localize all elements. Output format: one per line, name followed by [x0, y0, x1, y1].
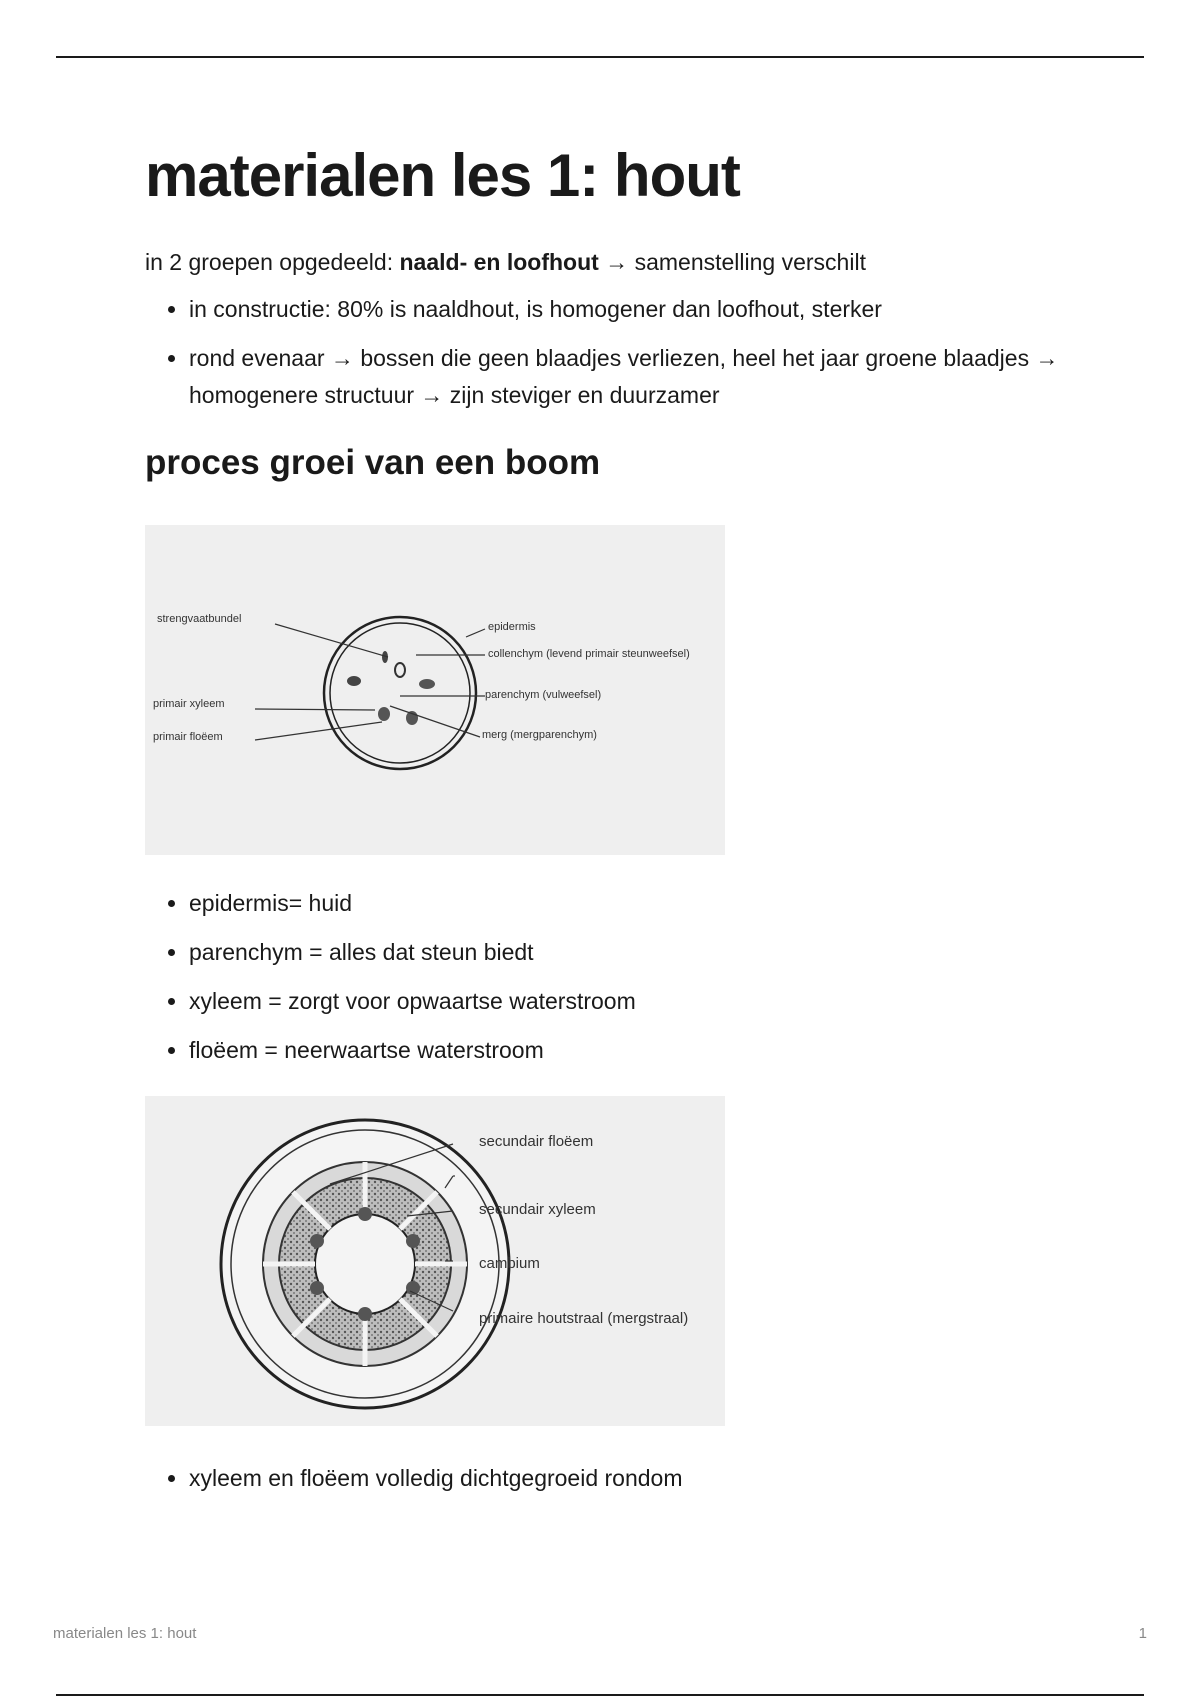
footer-page-number: 1 [1138, 1625, 1147, 1642]
label-parenchym: parenchym (vulweefsel) [485, 689, 602, 702]
bullet-list-1 [145, 291, 1065, 413]
list-item: • epidermis= huid [189, 885, 1065, 922]
intro-paragraph [145, 246, 1065, 279]
label-collenchym: collenchym (levend primair steunweefsel) [488, 648, 690, 661]
intro-text-before: in 2 groepen opgedeeld: [145, 249, 400, 275]
list-item: • xyleem = zorgt voor opwaartse waterstroom [189, 983, 1065, 1020]
label-cambium: cambium [479, 1255, 540, 1273]
secondary-growth-diagram [145, 1096, 725, 1426]
label-primair-floeem: primair floëem [153, 731, 223, 744]
section-heading: proces groei van een boom [145, 442, 601, 482]
page-title: materialen les 1: hout [145, 142, 740, 209]
vascular-bundle [395, 663, 405, 677]
document-body [145, 140, 1065, 1509]
primary-stem-diagram [145, 525, 725, 855]
primary-stem-svg [145, 525, 725, 855]
bullet-list-2 [145, 885, 1065, 1068]
bullet-list-3 [145, 1460, 1065, 1497]
bottom-rule [56, 1694, 1144, 1696]
list-item: • in constructie: 80% is naaldhout, is homogener dan loofhout, sterker [189, 291, 1065, 328]
vascular-bundle [347, 676, 361, 686]
top-rule [56, 56, 1144, 58]
label-secundair-floeem: secundair floëem [479, 1133, 594, 1151]
label-houtstraal: primaire houtstraal (mergstraal) [479, 1310, 689, 1328]
list-item: • rond evenaar → bossen die geen blaadjes verliezen, heel het jaar groene blaadjes → homogenere structuur → zijn steviger en duurzamer [189, 340, 1065, 414]
label-primair-xyleem: primair xyleem [153, 698, 225, 711]
label-epidermis: epidermis [488, 621, 536, 634]
secondary-growth-svg [145, 1096, 725, 1426]
vascular-bundle [378, 707, 390, 721]
vascular-bundle [419, 679, 435, 689]
label-merg: merg (mergparenchym) [482, 729, 597, 742]
footer-title: materialen les 1: hout [53, 1625, 197, 1642]
list-item: • parenchym = alles dat steun biedt [189, 934, 1065, 971]
epidermis-outer-ring [324, 617, 476, 769]
intro-text-after: → samenstelling verschilt [598, 249, 866, 275]
label-strengvaatbundel: strengvaatbundel [157, 613, 242, 626]
list-item: • xyleem en floëem volledig dichtgegroeid rondom [189, 1460, 1065, 1497]
intro-bold-text: naald- en loofhout [399, 249, 599, 275]
label-secundair-xyleem: secundair xyleem [479, 1201, 596, 1219]
collenchym-inner-ring [330, 623, 470, 763]
list-item: • floëem = neerwaartse waterstroom [189, 1032, 1065, 1069]
